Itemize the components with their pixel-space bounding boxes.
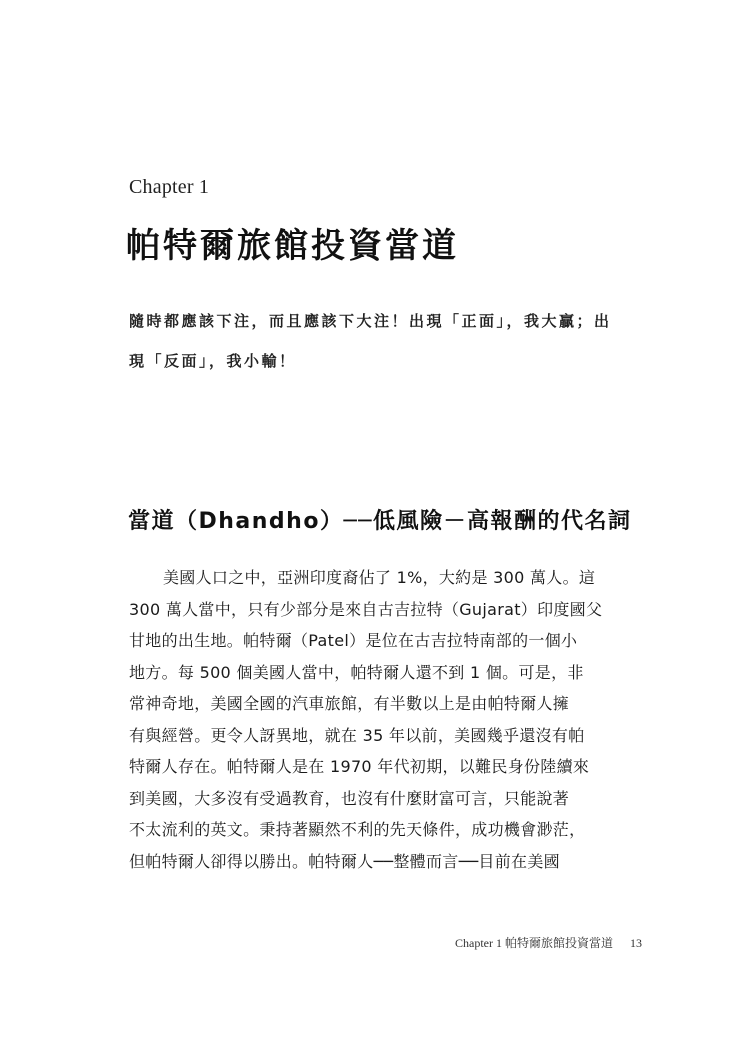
body-line: 常神奇地，美國全國的汽車旅館，有半數以上是由帕特爾人擁 [129, 694, 570, 713]
body-line: 特爾人存在。帕特爾人是在 1970 年代初期，以難民身份陸續來 [129, 757, 590, 776]
chapter-label: Chapter 1 [129, 176, 210, 198]
body-line: 不太流利的英文。秉持著顯然不利的先天條件，成功機會渺茫， [129, 820, 586, 839]
page-footer [455, 934, 642, 951]
body-line: 300 萬人當中，只有少部分是來自古吉拉特（Gujarat）印度國父 [129, 599, 603, 619]
body-line: 美國人口之中，亞洲印度裔佔了 1%，大約是 300 萬人。這 [163, 568, 596, 587]
epigraph-line: 隨時都應該下注，而且應該下大注！出現「正面」，我大贏；出 [129, 312, 612, 330]
epigraph [129, 301, 659, 381]
body-paragraph [129, 562, 659, 877]
running-head: Chapter 1 帕特爾旅館投資當道 [455, 936, 613, 950]
page-number: 13 [630, 936, 642, 950]
body-line: 到美國，大多沒有受過教育，也沒有什麼財富可言，只能說著 [129, 788, 570, 808]
body-line: 甘地的出生地。帕特爾（Patel）是位在古吉拉特南部的一個小 [129, 631, 578, 650]
body-line: 地方。每 500 個美國人當中，帕特爾人還不到 1 個。可是，非 [129, 662, 584, 682]
chapter-title: 帕特爾旅館投資當道 [126, 226, 459, 266]
body-line: 有與經營。更令人訝異地，就在 35 年以前，美國幾乎還沒有帕 [129, 725, 585, 745]
epigraph-line: 現「反面」，我小輸！ [129, 352, 297, 370]
section-heading: 當道（Dhandho）──低風險－高報酬的代名詞 [128, 509, 632, 534]
body-line: 但帕特爾人卻得以勝出。帕特爾人──整體而言──目前在美國 [129, 851, 560, 871]
